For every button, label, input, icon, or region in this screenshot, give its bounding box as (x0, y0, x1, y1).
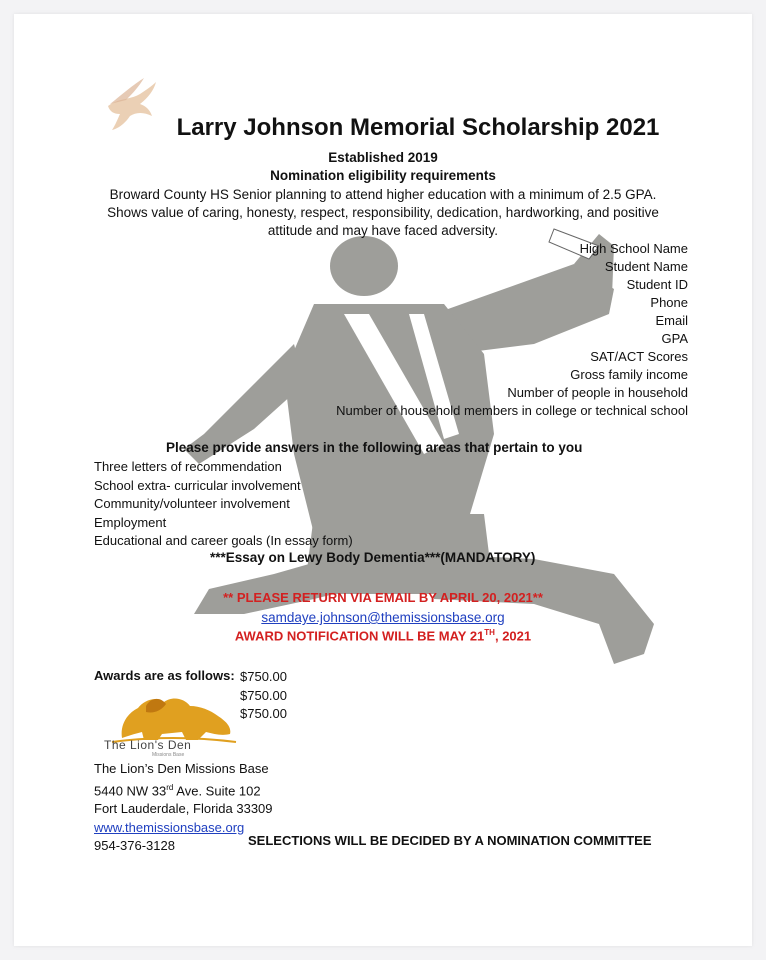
awards-amounts (240, 668, 287, 724)
field-phone: Phone (650, 295, 688, 310)
list-item: Employment (94, 514, 167, 530)
field-sat-act: SAT/ACT Scores (590, 349, 688, 364)
award-amount: $750.00 (240, 687, 287, 703)
field-email: Email (655, 313, 688, 328)
award-notification-year: , 2021 (494, 628, 532, 644)
list-item: Educational and career goals (In essay form) (94, 533, 353, 548)
field-gpa: GPA (661, 331, 688, 346)
footer-notice: SELECTIONS WILL BE DECIDED BY A NOMINATION COMMITTEE (248, 833, 652, 848)
eligibility-heading: Nomination eligibility requirements (270, 168, 496, 183)
address-sup: rd (166, 782, 174, 792)
eligibility-line: Broward County HS Senior planning to attend higher education with a minimum of 2.5 GPA. (109, 187, 657, 202)
award-amount: $750.00 (240, 706, 287, 721)
organization-address (94, 779, 273, 801)
awards-label: Awards are as follows: (94, 668, 235, 683)
award-notification (14, 628, 752, 643)
list-item: School extra- curricular involvement (94, 477, 301, 493)
field-income: Gross family income (570, 367, 688, 382)
field-household: Number of people in household (507, 385, 688, 400)
award-notification-sup: TH (484, 628, 495, 637)
flyer-page (14, 14, 752, 946)
essay-requirement: ***Essay on Lewy Body Dementia***(MANDATORY) (210, 550, 536, 565)
logo-text: The Lion's Den (104, 738, 192, 752)
field-household-college: Number of household members in college or technical school (336, 403, 688, 418)
required-fields-list (336, 240, 688, 420)
established-text: Established 2019 (328, 150, 438, 165)
eligibility-line: attitude and may have faced adversity. (267, 223, 499, 238)
organization-city: Fort Lauderdale, Florida 33309 (94, 801, 273, 817)
organization-info (94, 760, 273, 856)
organization-phone: 954-376-3128 (94, 838, 175, 854)
field-high-school-name: High School Name (579, 241, 688, 256)
organization-name: The Lion’s Den Missions Base (94, 761, 269, 776)
field-student-name: Student Name (604, 259, 688, 274)
answers-heading: Please provide answers in the following areas that pertain to you (166, 440, 583, 455)
contact-email-link[interactable]: samdaye.johnson@themissionsbase.org (261, 610, 505, 625)
address-line-suffix: Ave. Suite 102 (173, 782, 261, 798)
organization-website-link[interactable]: www.themissionsbase.org (94, 819, 245, 835)
page-title: Larry Johnson Memorial Scholarship 2021 (176, 114, 660, 141)
list-item: Three letters of recommendation (94, 459, 282, 474)
contact-email-wrap (14, 610, 752, 625)
address-line-prefix: 5440 NW 33 (94, 782, 167, 798)
return-deadline: ** PLEASE RETURN VIA EMAIL BY APRIL 20, 2021** (223, 590, 543, 605)
eligibility-line: Shows value of caring, honesty, respect, responsibility, dedication, hardworking, and positive (107, 205, 659, 220)
award-notification-text: AWARD NOTIFICATION WILL BE MAY 21 (234, 628, 485, 644)
logo-subtext: Missions Base (152, 752, 185, 758)
field-student-id: Student ID (626, 277, 688, 292)
award-amount: $750.00 (240, 669, 287, 684)
list-item: Community/volunteer involvement (94, 496, 290, 511)
answers-list (94, 458, 353, 551)
